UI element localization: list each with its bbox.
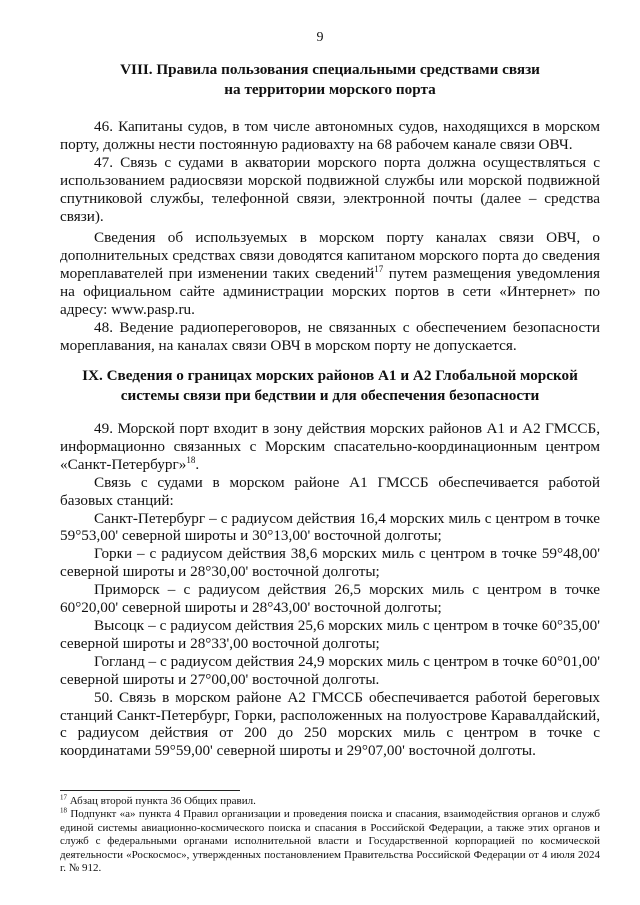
footnote-ref-17: 17 xyxy=(374,264,384,275)
vhf-info-text: Сведения об используемых в морском порту каналах связи ОВЧ, о дополнительных средствах связи доводятся капитаном морского порта до сведения мореплавателей при изменении таких сведений xyxy=(60,229,600,283)
section-9-body xyxy=(60,420,600,760)
section-8-heading-line-1: VIII. Правила пользования специальными средствами связи xyxy=(120,61,540,78)
station-gogland: Гогланд – с радиусом действия 24,9 морских миль с центром в точке 60°01,00' северной широты и 27°00,00' восточной долготы. xyxy=(60,652,600,688)
section-8-heading xyxy=(60,60,600,100)
section-8-body xyxy=(60,118,600,355)
station-primorsk: Приморск – с радиусом действия 26,5 морских миль с центром в точке 60°20,00' северной широты и 28°43,00' восточной долготы; xyxy=(60,581,600,617)
section-9-heading-line-2: системы связи при бедствии и для обеспечения безопасности xyxy=(120,387,540,404)
footnote-divider xyxy=(60,790,240,791)
station-gorki: Горки – с радиусом действия 38,6 морских миль с центром в точке 59°48,00' северной широты и 28°30,00' восточной долготы; xyxy=(60,545,600,581)
paragraph-vhf-info xyxy=(60,229,600,319)
page-number: 9 xyxy=(316,30,324,45)
paragraph-50: 50. Связь в морском районе А2 ГМССБ обеспечивается работой береговых станций Санкт-Петербург, Горки, расположенных на полуострове Каравалдайский, с радиусом действия от 200 до 250 морских миль с центром в точке с координатами 59°59,00' северной широты и 29°07,00' восточной долготы. xyxy=(60,688,600,760)
footnote-18 xyxy=(60,808,600,875)
paragraph-47: 47. Связь с судами в акватории морского порта должна осуществляться с использованием радиосвязи морской подвижной службы или морской подвижной спутниковой службы, телефонной связи, электронной почты (далее – средства связи). xyxy=(60,153,600,225)
footnotes xyxy=(60,795,600,875)
section-8-heading-line-2: на территории морского порта xyxy=(224,81,436,98)
footnote-17-text: Абзац второй пункта 36 Общих правил. xyxy=(67,795,256,807)
footnote-ref-18: 18 xyxy=(186,454,196,465)
footnote-17 xyxy=(60,795,600,808)
paragraph-48: 48. Ведение радиопереговоров, не связанных с обеспечением безопасности мореплавания, на каналах связи ОВЧ в морском порту не допускается. xyxy=(60,318,600,354)
station-saint-petersburg: Санкт-Петербург – с радиусом действия 16,4 морских миль с центром в точке 59°53,00' северной широты и 30°13,00' восточной долготы; xyxy=(60,509,600,545)
footnote-17-mark: 17 xyxy=(60,793,67,802)
station-vysotsk: Высоцк – с радиусом действия 25,6 морских миль с центром в точке 60°35,00' северной широты и 28°33',00 восточной долготы; xyxy=(60,616,600,652)
paragraph-46: 46. Капитаны судов, в том числе автономных судов, находящихся в морском порту, должны нести постоянную радиовахту на 68 рабочем канале связи ОВЧ. xyxy=(60,118,600,153)
paragraph-49-end: . xyxy=(195,455,200,473)
section-9-heading-line-1: IX. Сведения о границах морских районов А1 и А2 Глобальной морской xyxy=(82,367,578,384)
paragraph-49 xyxy=(60,420,600,474)
paragraph-49-text: 49. Морской порт входит в зону действия морских районов А1 и А2 ГМССБ, информационно связанных с Морским спасательно-координационным центром «Санкт-Петербург» xyxy=(60,420,600,473)
section-9-heading xyxy=(60,366,600,406)
paragraph-a1-stations: Связь с судами в морском районе А1 ГМССБ обеспечивается работой базовых станций: xyxy=(60,473,600,509)
footnote-18-text: Подпункт «а» пункта 4 Правил организации и проведения поиска и спасания, взаимодействия органов и служб единой системы авиационно-космического поиска и спасания в Российской Федерации, а также этих органов и служб с федеральными органами исполнительной власти и Государственной корпорацией по космической деятельности «Роскосмос», утвержденных постановлением Правительства Российской Федерации от 4 июля 2024 г. № 912. xyxy=(60,808,600,875)
vhf-info-text-end: путем размещения уведомления на официальном сайте администрации морских портов в сети «Интернет» по адресу: www.pasp.ru. xyxy=(60,265,601,319)
footnote-18-mark: 18 xyxy=(60,806,67,815)
